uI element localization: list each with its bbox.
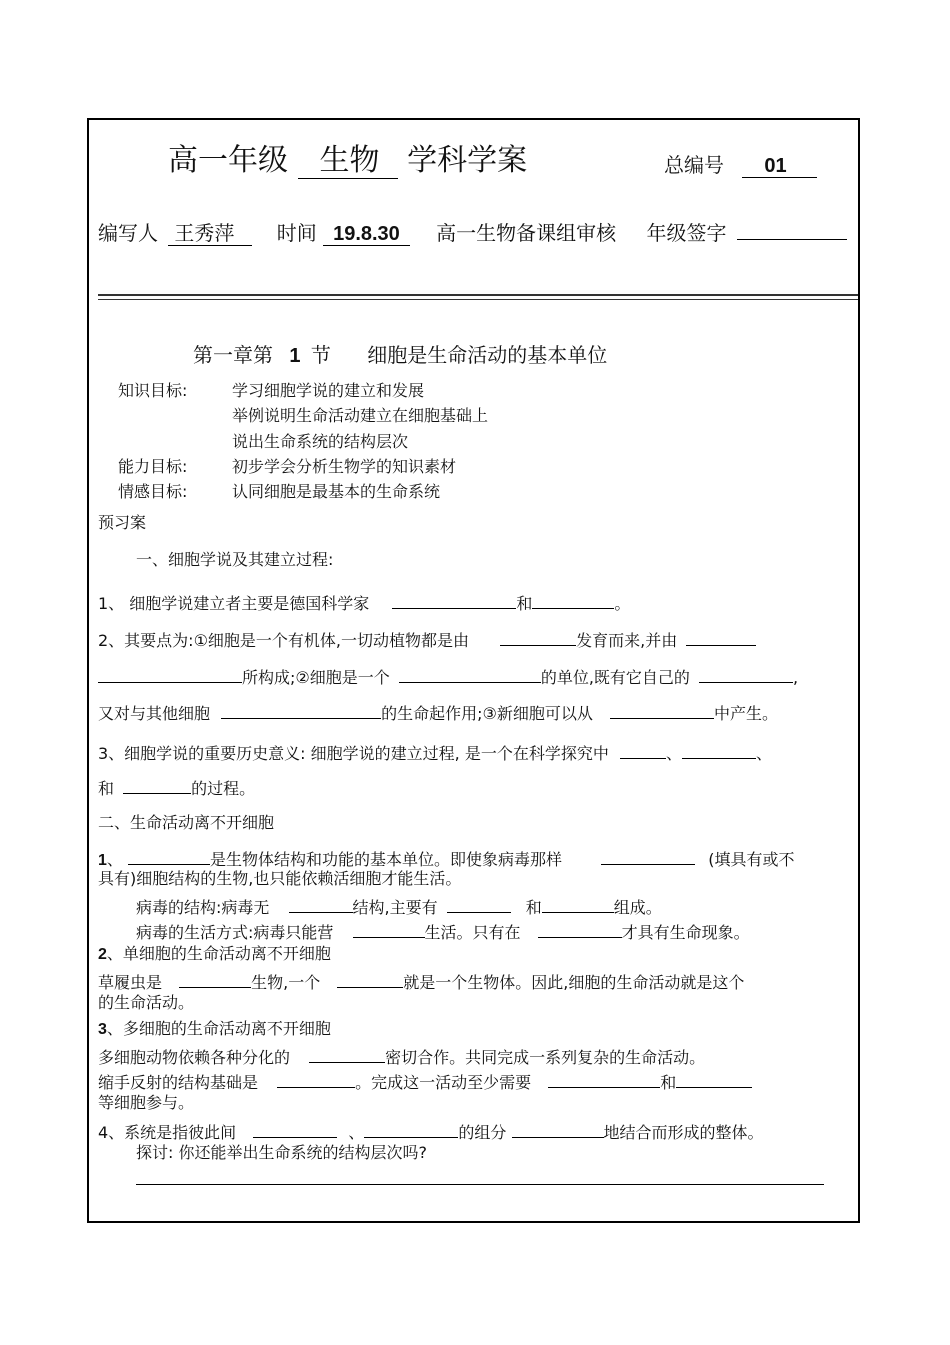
preview-heading: 预习案 [98, 513, 147, 532]
part-3-line-2 [98, 1070, 752, 1091]
q2-text-8: 中产生。 [713, 703, 778, 723]
p3-head: 、多细胞的生命活动离不开细胞 [106, 1019, 331, 1038]
part-2-line-2: 的生命活动。 [98, 993, 195, 1012]
question-1 [98, 591, 630, 612]
q3-blank-1[interactable] [620, 741, 666, 759]
p2-text-3: 就是一个生物体。因此,细胞的生命活动就是这个 [403, 972, 745, 992]
author-line [98, 218, 847, 244]
q3-text-1: 3、细胞学说的重要历史意义: 细胞学说的建立过程, 是一个在科学探究中 [98, 743, 609, 763]
q3-sep-2: 、 [755, 743, 772, 763]
plan-title: 学科学案 [407, 143, 528, 178]
q2-text-4: 的单位,既有它自己的 [540, 667, 690, 687]
p3-text-1: 多细胞动物依赖各种分化的 [98, 1047, 291, 1067]
q2-blank-3[interactable] [98, 665, 242, 683]
subject: 生物 [298, 143, 398, 179]
part-3-heading [98, 1021, 331, 1038]
p3-blank-2[interactable] [277, 1070, 355, 1088]
p2-blank-2[interactable] [337, 970, 403, 988]
knowledge-label: 知识目标: [118, 381, 188, 400]
p4-text-2: 的组分 [458, 1122, 507, 1142]
p4-blank-1[interactable] [253, 1120, 337, 1138]
p3-blank-1[interactable] [309, 1045, 385, 1063]
emotion-text: 认同细胞是最基本的生命系统 [232, 482, 441, 501]
chapter-suffix: 节 [310, 343, 331, 367]
part-1-line-2: 具有)细胞结构的生物,也只能依赖活细胞才能生活。 [98, 869, 462, 888]
p2-num: 2 [98, 946, 107, 963]
q2-blank-7[interactable] [610, 701, 714, 719]
p1-s1-blank-1[interactable] [289, 895, 353, 913]
p2-blank-1[interactable] [179, 970, 251, 988]
q2-text-5: , [793, 667, 799, 687]
question-2-line-3 [98, 701, 778, 722]
knowledge-item-3: 说出生命系统的结构层次 [232, 432, 409, 451]
p1-s2-blank-2[interactable] [538, 920, 622, 938]
knowledge-item-1: 学习细胞学说的建立和发展 [232, 381, 425, 400]
p3-blank-3[interactable] [548, 1070, 660, 1088]
part-1-virus-life [136, 920, 750, 941]
question-3-line-1 [98, 741, 772, 762]
p1-s1-text-2: 结构,主要有 [352, 897, 438, 917]
p3-text-4: 。完成这一活动至少需要 [355, 1072, 532, 1092]
ability-label: 能力目标: [118, 457, 188, 476]
p1-num: 1 [98, 851, 107, 869]
q2-blank-2[interactable] [686, 628, 756, 646]
question-2-line-1 [98, 628, 756, 649]
question-2-line-2 [98, 665, 798, 686]
p4-sep: 、 [348, 1122, 365, 1142]
q2-blank-5[interactable] [699, 665, 793, 683]
p2-text-2: 生物,一个 [251, 972, 321, 992]
author-name: 王秀萍 [168, 221, 252, 246]
chapter-prefix: 第一章第 [193, 343, 273, 367]
question-3-line-2 [98, 776, 255, 797]
emotion-label: 情感目标: [118, 482, 188, 501]
p1-blank-1[interactable] [128, 847, 210, 865]
knowledge-item-2: 举例说明生命活动建立在细胞基础上 [232, 406, 489, 425]
grade: 高一年级 [168, 143, 288, 178]
p2-text-1: 草履虫是 [98, 972, 163, 992]
q2-text-3: 所构成;②细胞是一个 [242, 667, 390, 687]
part-1-virus-structure [136, 895, 662, 916]
divider-thick [98, 294, 858, 296]
p4-blank-3[interactable] [512, 1120, 604, 1138]
title [168, 143, 528, 178]
p3-and: 和 [660, 1072, 677, 1092]
discussion-answer-line[interactable] [136, 1184, 824, 1185]
divider-thin [98, 299, 858, 300]
p1-s1-and: 和 [525, 897, 542, 917]
sign-label: 年级签字 [646, 221, 727, 245]
p3-text-3: 缩手反射的结构基础是 [98, 1072, 259, 1092]
q2-text-2: 发育而来,并由 [576, 630, 678, 650]
author-label: 编写人 [98, 221, 158, 245]
discussion-prompt: 探讨: 你还能举出生命系统的结构层次吗? [136, 1143, 427, 1162]
p1-s2-text-2: 生活。只有在 [424, 922, 521, 942]
p3-blank-4[interactable] [676, 1070, 752, 1088]
time-value: 19.8.30 [323, 223, 410, 246]
serial-value: 01 [742, 155, 816, 178]
review-text: 高一生物备课组审核 [436, 221, 617, 245]
q1-text: 1、 细胞学说建立者主要是德国科学家 [98, 593, 370, 613]
p1-s1-blank-2[interactable] [447, 895, 511, 913]
section-2-heading: 二、生命活动离不开细胞 [98, 813, 275, 832]
q1-blank-1[interactable] [392, 591, 516, 609]
q1-blank-2[interactable] [532, 591, 614, 609]
part-3-line-1 [98, 1045, 705, 1066]
q1-end: 。 [614, 593, 631, 613]
serial-label: 总编号 [664, 153, 724, 177]
q2-text-7: 的生命起作用;③新细胞可以从 [381, 703, 593, 723]
q3-text-2: 的过程。 [191, 778, 256, 798]
ability-text: 初步学会分析生物学的知识素材 [232, 457, 457, 476]
chapter-num: 1 [289, 345, 301, 367]
p1-text-1: 是生物体结构和功能的基本单位。即使象病毒那样 [210, 849, 563, 869]
part-1-line-1 [98, 847, 794, 869]
p4-text-1: 4、系统是指彼此间 [98, 1122, 237, 1142]
q3-and: 和 [98, 778, 115, 798]
p1-sep: 、 [106, 849, 123, 869]
p4-blank-2[interactable] [364, 1120, 458, 1138]
p1-s1-blank-3[interactable] [542, 895, 614, 913]
q2-blank-4[interactable] [399, 665, 541, 683]
p1-s1-text-1: 病毒的结构:病毒无 [136, 897, 270, 917]
q1-and: 和 [516, 593, 533, 613]
part-2-line-1 [98, 970, 744, 991]
q2-text-1: 2、其要点为:①细胞是一个有机体,一切动植物都是由 [98, 630, 470, 650]
q3-blank-3[interactable] [123, 776, 191, 794]
part-2-heading [98, 946, 331, 963]
serial-number [664, 155, 817, 176]
p2-head: 、单细胞的生命活动离不开细胞 [106, 944, 331, 963]
part-3-line-3: 等细胞参与。 [98, 1093, 195, 1112]
p1-s1-text-3: 组成。 [613, 897, 662, 917]
p3-num: 3 [98, 1021, 107, 1038]
p3-text-2: 密切合作。共同完成一系列复杂的生命活动。 [385, 1047, 706, 1067]
chapter-heading [193, 345, 607, 366]
p1-blank-2[interactable] [601, 847, 695, 865]
time-label: 时间 [276, 221, 317, 245]
q2-blank-1[interactable] [500, 628, 576, 646]
q2-blank-6[interactable] [221, 701, 381, 719]
p1-text-2: (填具有或不 [708, 849, 795, 869]
section-1-heading: 一、细胞学说及其建立过程: [136, 550, 334, 569]
p4-text-3: 地结合而形成的整体。 [603, 1122, 764, 1142]
p1-s2-text-3: 才具有生命现象。 [621, 922, 750, 942]
p1-s2-text-1: 病毒的生活方式:病毒只能营 [136, 922, 334, 942]
q2-text-6: 又对与其他细胞 [98, 703, 211, 723]
chapter-title: 细胞是生命活动的基本单位 [367, 343, 608, 367]
part-4-line-1 [98, 1120, 764, 1141]
q3-sep-1: 、 [665, 743, 682, 763]
sign-blank[interactable] [737, 218, 847, 240]
q3-blank-2[interactable] [682, 741, 756, 759]
p1-s2-blank-1[interactable] [353, 920, 425, 938]
